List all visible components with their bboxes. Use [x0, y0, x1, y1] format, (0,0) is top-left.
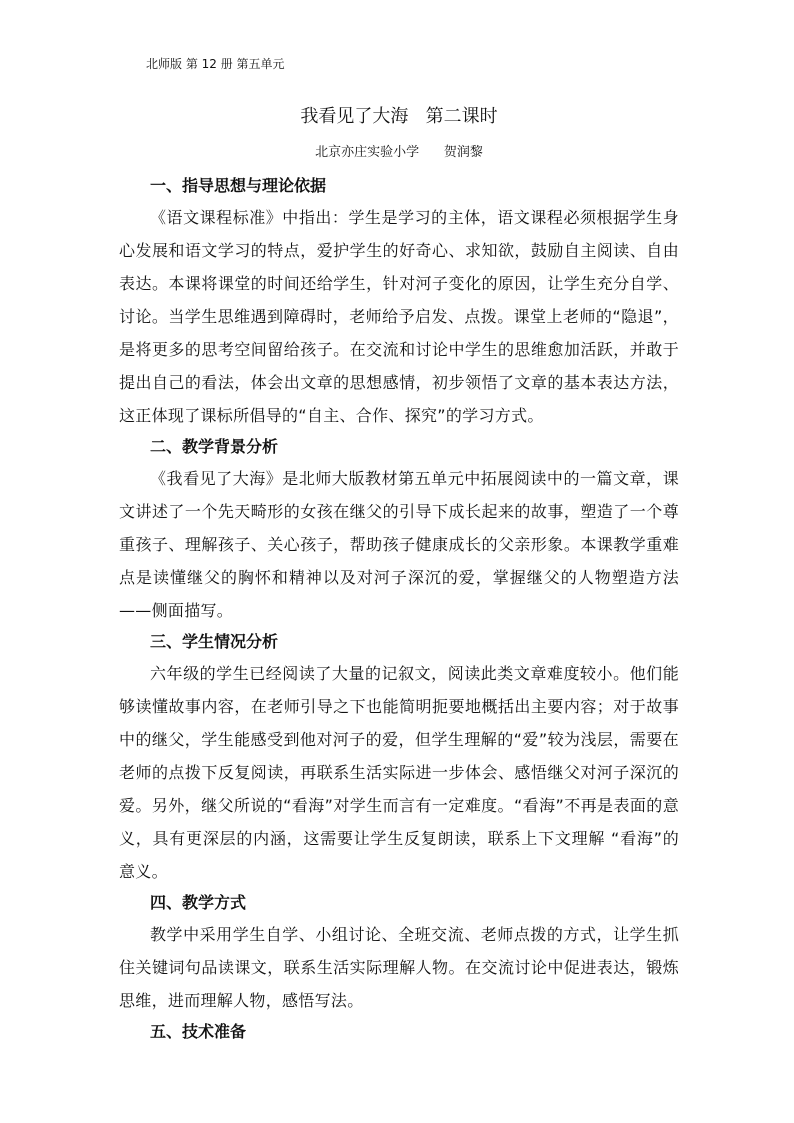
section-heading: 四、教学方式: [150, 893, 247, 912]
section-teaching-method: [119, 888, 679, 1017]
section-paragraph: 六年级的学生已经阅读了大量的记叙文，阅读此类文章难度较小。他们能够读懂故事内容，在老师引导之下也能简明扼要地概括出主要内容；对于故事中的继父，学生能感受到他对河子的爱，但学生理解的“爱”较为浅层，需要在老师的点拨下反复阅读，再联系生活实际进一步体会、感悟继父对河子深沉的爱。另外，继父所说的“看海”对学生而言有一定难度。“看海”不再是表面的意义，具有更深层的内涵，这需要让学生反复朗读，联系上下文理解 “看海”的意义。: [119, 664, 679, 881]
section-heading: 一、指导思想与理论依据: [150, 176, 327, 195]
author-line: 北京亦庄实验小学 贺润黎: [315, 145, 483, 160]
section-teaching-background: [119, 432, 679, 627]
document-title: 我看见了大海 第二课时: [300, 106, 498, 127]
document-body: [119, 171, 679, 1047]
section-guiding-thought: [119, 171, 679, 432]
section-paragraph: 《语文课程标准》中指出：学生是学习的主体，语文课程必须根据学生身心发展和语文学习的特点，爱护学生的好奇心、求知欲，鼓励自主阅读、自由表达。本课将课堂的时间还给学生，针对河子变化的原因，让学生充分自学、讨论。当学生思维遇到障碍时，老师给予启发、点拨。课堂上老师的“隐退”，是将更多的思考空间留给孩子。在交流和讨论中学生的思维愈加活跃，并敢于提出自己的看法，体会出文章的思想感情，初步领悟了文章的基本表达方法，这正体现了课标所倡导的“自主、合作、探究”的学习方式。: [119, 208, 679, 425]
section-student-analysis: [119, 627, 679, 888]
page-header: 北师版 第 12 册 第五单元: [146, 57, 285, 71]
section-heading: 三、学生情况分析: [150, 632, 279, 651]
section-paragraph: 教学中采用学生自学、小组讨论、全班交流、老师点拨的方式，让学生抓住关键词句品读课文，联系生活实际理解人物。在交流讨论中促进表达，锻炼思维，进而理解人物，感悟写法。: [119, 925, 679, 1010]
section-heading: 二、教学背景分析: [150, 437, 279, 456]
section-paragraph: 《我看见了大海》是北师大版教材第五单元中拓展阅读中的一篇文章，课文讲述了一个先天畸形的女孩在继父的引导下成长起来的故事，塑造了一个尊重孩子、理解孩子、关心孩子，帮助孩子健康成长的父亲形象。本课教学重难点是读懂继父的胸怀和精神以及对河子深沉的爱，掌握继父的人物塑造方法——侧面描写。: [119, 469, 679, 620]
section-technical-preparation: [119, 1017, 679, 1047]
section-heading: 五、技术准备: [150, 1022, 247, 1041]
